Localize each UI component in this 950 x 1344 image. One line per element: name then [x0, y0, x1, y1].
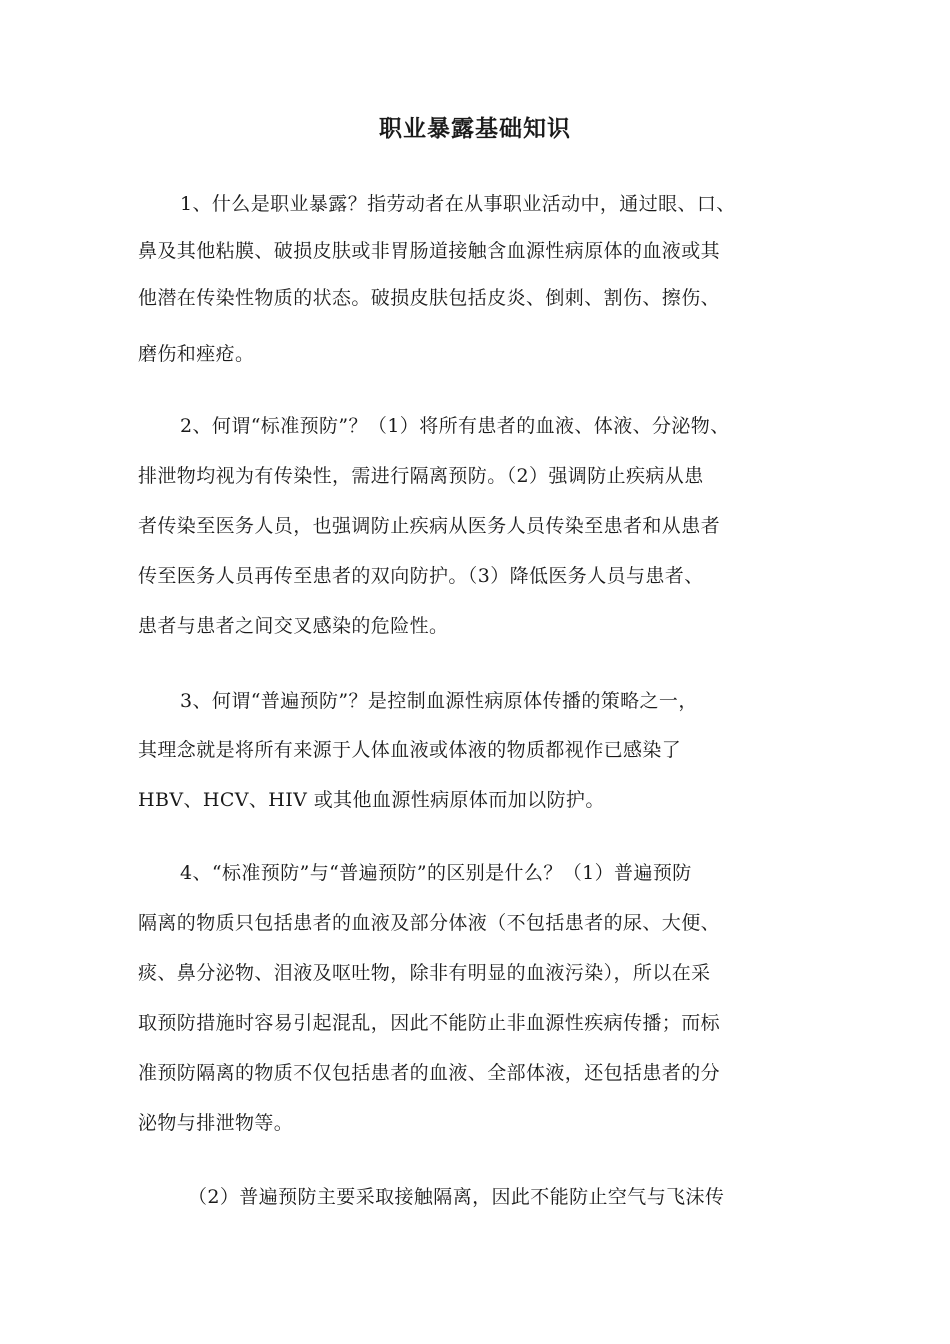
paragraph-2-line-5: 患者与患者之间交叉感染的危险性。	[138, 615, 449, 637]
paragraph-4-line-1: 4、“标准预防”与“普遍预防”的区别是什么？（1）普遍预防	[180, 862, 692, 884]
paragraph-3-line-3: HBV、HCV、HIV 或其他血源性病原体而加以防护。	[138, 789, 605, 811]
paragraph-4-line-2: 隔离的物质只包括患者的血液及部分体液（不包括患者的尿、大便、	[138, 912, 721, 934]
page-title: 职业暴露基础知识	[379, 116, 571, 142]
paragraph-1-line-3: 他潜在传染性物质的状态。破损皮肤包括皮炎、倒刺、割伤、擦伤、	[138, 287, 721, 309]
paragraph-4-line-3: 痰、鼻分泌物、泪液及呕吐物，除非有明显的血液污染），所以在采	[138, 962, 711, 984]
paragraph-2-line-3: 者传染至医务人员，也强调防止疾病从医务人员传染至患者和从患者	[138, 515, 721, 537]
paragraph-5-line-1: （2）普遍预防主要采取接触隔离，因此不能防止空气与飞沫传	[188, 1186, 725, 1208]
paragraph-2-line-4: 传至医务人员再传至患者的双向防护。（3）降低医务人员与患者、	[138, 565, 704, 587]
paragraph-4-line-5: 准预防隔离的物质不仅包括患者的血液、全部体液，还包括患者的分	[138, 1062, 721, 1084]
paragraph-1-line-2: 鼻及其他粘膜、破损皮肤或非胃肠道接触含血源性病原体的血液或其	[138, 240, 721, 262]
paragraph-1-line-1: 1、什么是职业暴露？指劳动者在从事职业活动中，通过眼、口、	[180, 193, 736, 215]
paragraph-3-line-2: 其理念就是将所有来源于人体血液或体液的物质都视作已感染了	[138, 739, 682, 761]
paragraph-4-line-4: 取预防措施时容易引起混乱，因此不能防止非血源性疾病传播；而标	[138, 1012, 721, 1034]
paragraph-2-line-1: 2、何谓“标准预防”？（1）将所有患者的血液、体液、分泌物、	[180, 415, 730, 437]
paragraph-2-line-2: 排泄物均视为有传染性，需进行隔离预防。（2）强调防止疾病从患	[138, 465, 704, 487]
paragraph-4-line-6: 泌物与排泄物等。	[138, 1112, 294, 1134]
paragraph-3-line-1: 3、何谓“普遍预防”？是控制血源性病原体传播的策略之一，	[180, 690, 698, 712]
paragraph-1-line-4: 磨伤和痤疮。	[138, 343, 255, 365]
